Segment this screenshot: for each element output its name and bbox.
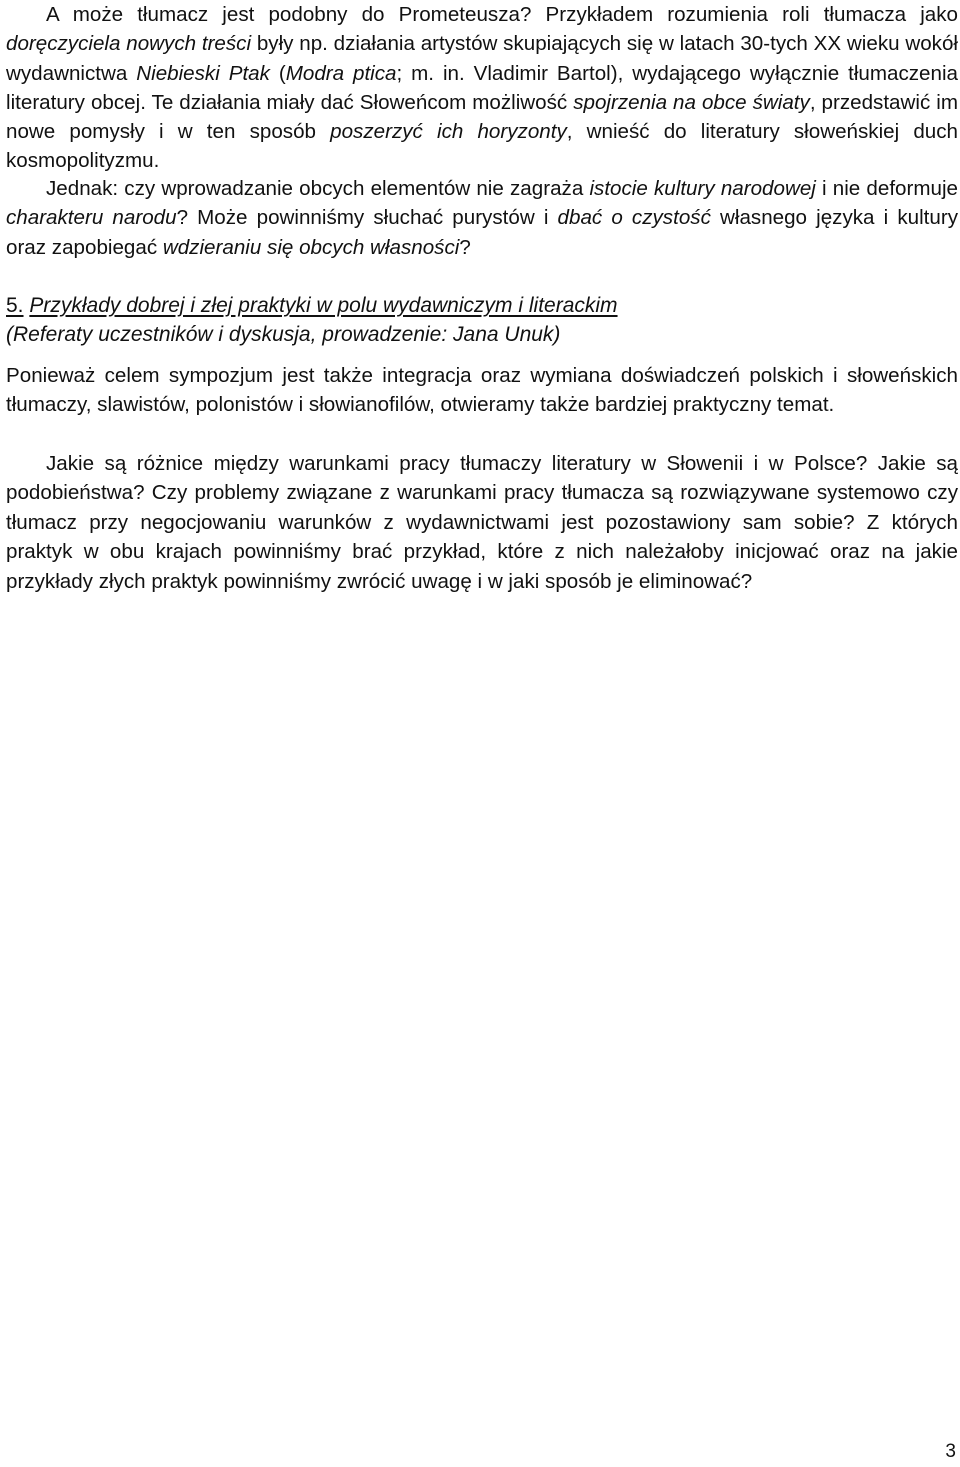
- emphasis-text: poszerzyć ich horyzonty: [330, 120, 567, 144]
- text-span: ? Może powinniśmy słuchać purystów i: [176, 206, 558, 230]
- paragraph-symposium: Ponieważ celem sympozjum jest także integracja oraz wymiana doświadczeń polskich i słoweńskich tłumaczy, slawistów, polonistów i słowianofilów, otwieramy także bardziej praktyczny temat.: [6, 364, 958, 417]
- text-span: Jednak: czy wprowadzanie obcych elementów nie zagraża: [46, 177, 590, 200]
- section-subtitle: (Referaty uczestników i dyskusja, prowadzenie: Jana Unuk): [6, 323, 561, 346]
- paragraph-prometheus: [6, 0, 958, 176]
- emphasis-text: doręczyciela nowych treści: [6, 32, 252, 56]
- emphasis-text: dbać o czystość: [557, 206, 711, 230]
- paragraph-questions: Jakie są różnice między warunkami pracy tłumaczy literatury w Słowenii i w Polsce? Jakie są podobieństwa? Czy problemy związane z warunkami pracy tłumacza są rozwiązywane systemowo czy tłumacz przy negocjowaniu warunków z wydawnictwami jest pozostawiony sam sobie? Z których praktyk w obu krajach powinniśmy brać przykład, które z nich należałoby inicjować oraz na jakie przykłady złych praktyk powinniśmy zwrócić uwagę i w jaki sposób je eliminować?: [6, 452, 958, 593]
- text-span: ?: [459, 235, 471, 259]
- text-span: (: [269, 61, 286, 85]
- emphasis-text: spojrzenia na obce światy: [573, 90, 810, 114]
- paragraph-national-culture: [6, 174, 958, 262]
- text-span: ; m. in. Vladimir Bartol), wydającego wyłącznie tłumaczenia literatury obcej. Te działania miały dać Słoweńcom możliwość: [6, 61, 958, 114]
- text-span: , przedstawić im nowe pomysły i w ten sposób: [6, 90, 958, 144]
- text-span: A może tłumacz jest podobny do Prometeusza? Przykładem rozumienia roli tłumacza jako: [46, 3, 958, 26]
- section-title: Przykłady dobrej i złej praktyki w polu wydawniczym i literackim: [29, 294, 618, 317]
- text-span: , wnieść do literatury słoweńskiej duch kosmopolityzmu.: [6, 120, 958, 173]
- section-heading: [6, 291, 958, 320]
- emphasis-text: Niebieski Ptak: [136, 61, 270, 85]
- emphasis-text: charakteru narodu: [6, 206, 177, 230]
- section-number: 5.: [6, 294, 24, 317]
- emphasis-text: istocie kultury narodowej: [589, 177, 816, 200]
- page-number: 3: [945, 1441, 956, 1462]
- emphasis-text: Modra ptica: [285, 61, 397, 85]
- text-span: były np. działania artystów skupiających się w latach 30-tych XX wieku wokół wydawnictwa: [6, 32, 959, 85]
- text-span: własnego języka i kultury oraz zapobiegać: [6, 206, 958, 259]
- text-span: i nie deformuje: [815, 177, 959, 200]
- emphasis-text: wdzieraniu się obcych własności: [162, 235, 460, 259]
